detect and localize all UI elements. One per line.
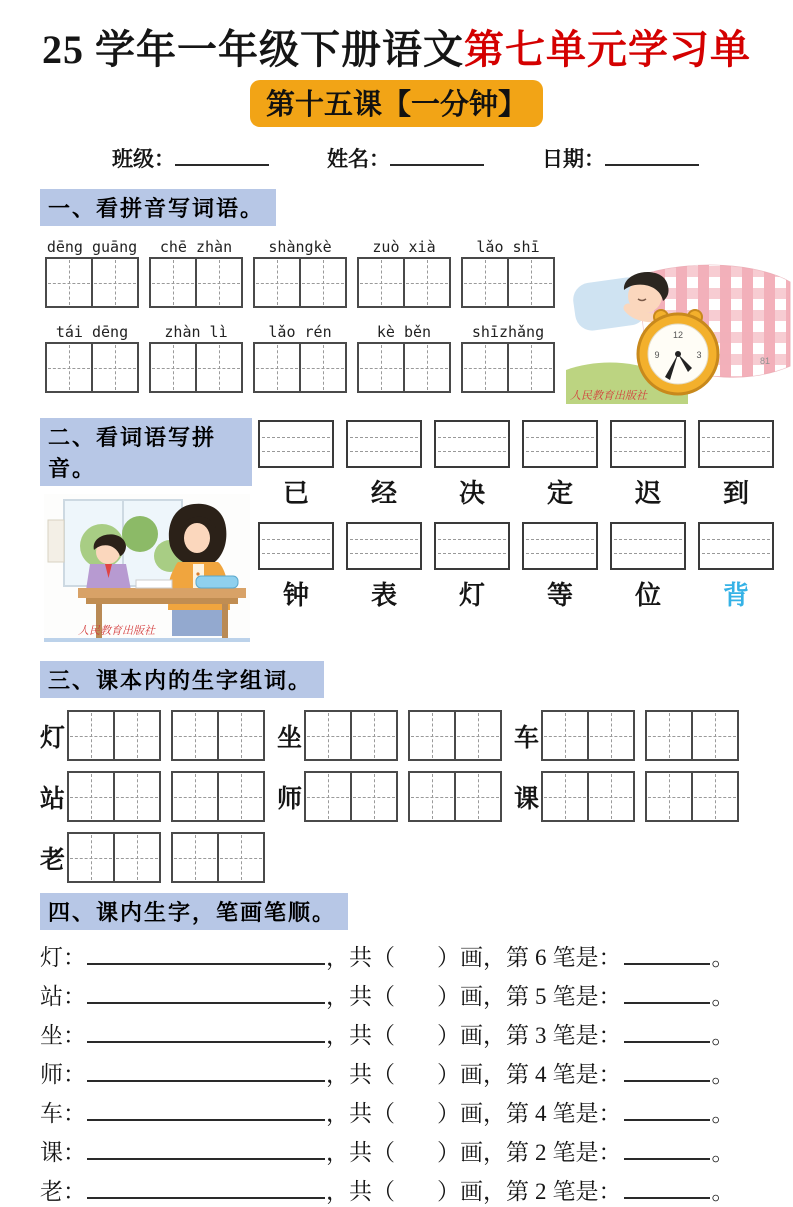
page-title xyxy=(0,28,793,72)
character-label: 已 xyxy=(282,479,309,508)
grid-cell xyxy=(403,259,449,306)
character-label-highlighted: 背 xyxy=(722,581,749,610)
frag-mid: ）画，第 xyxy=(437,1101,529,1127)
frag-comma: ，共（ xyxy=(326,1023,395,1049)
writing-grid xyxy=(408,710,502,761)
stroke-index: 4 xyxy=(535,1062,547,1088)
character-label: 迟 xyxy=(634,479,661,508)
word-building-group xyxy=(40,771,277,822)
colon: ： xyxy=(63,1101,86,1127)
date-label: 日期： xyxy=(542,147,605,171)
writing-grid xyxy=(645,771,739,822)
student-info-row xyxy=(112,143,793,173)
grid-cell xyxy=(691,712,737,759)
clock-number-3: 3 xyxy=(696,350,702,360)
character-label: 站 xyxy=(40,984,63,1010)
pinyin-write-box xyxy=(522,522,598,570)
teacher-face xyxy=(184,523,210,553)
frag-comma: ，共（ xyxy=(326,1101,395,1127)
word-unit xyxy=(516,522,604,612)
grid-cell xyxy=(113,834,159,881)
clock-number-9: 9 xyxy=(654,350,660,360)
pinyin-word-unit xyxy=(40,238,144,308)
writing-grid xyxy=(253,257,347,308)
pinyin-write-box xyxy=(610,522,686,570)
colon: ： xyxy=(63,1023,86,1049)
grid-cell xyxy=(507,344,553,391)
word-unit xyxy=(692,522,780,612)
grid-cell xyxy=(113,773,159,820)
grid-cell xyxy=(543,712,587,759)
clock-number-12: 12 xyxy=(672,330,684,340)
grid-cell xyxy=(306,773,350,820)
class-label: 班级： xyxy=(112,147,175,171)
pinyin-row-1 xyxy=(40,238,560,308)
writing-grid xyxy=(149,342,243,393)
stroke-answer-blank xyxy=(624,945,710,965)
desk-leg xyxy=(222,604,228,638)
grid-cell xyxy=(113,712,159,759)
pinyin-label: zhàn lì xyxy=(164,323,228,341)
grid-cell xyxy=(691,773,737,820)
pinyin-word-unit xyxy=(144,323,248,393)
grid-cell xyxy=(91,344,137,391)
grid-cell xyxy=(647,712,691,759)
tree-foliage xyxy=(122,516,158,552)
grid-cell xyxy=(151,259,195,306)
word-building-group xyxy=(277,710,514,761)
frag-comma: ，共（ xyxy=(326,984,395,1010)
colon: ： xyxy=(63,1062,86,1088)
writing-grid xyxy=(461,342,555,393)
grid-cell xyxy=(299,344,345,391)
pinyin-label: tái dēng xyxy=(55,323,129,341)
frag-post: 笔是： xyxy=(552,984,622,1010)
frag-mid: ）画，第 xyxy=(437,945,529,970)
stroke-index: 2 xyxy=(535,1179,547,1205)
pinyin-row-2 xyxy=(40,323,560,393)
frag-post: 笔是： xyxy=(552,1179,622,1205)
grid-cell xyxy=(587,712,633,759)
pinyin-label: shīzhǎng xyxy=(471,323,545,341)
grid-cell xyxy=(587,773,633,820)
pinyin-write-box xyxy=(698,420,774,468)
writing-grid xyxy=(541,771,635,822)
lesson-badge-row xyxy=(0,80,793,127)
lesson-badge: 第十五课【一分钟】 xyxy=(250,80,543,127)
class-field xyxy=(112,143,269,173)
word-building-group xyxy=(40,710,277,761)
frag-comma: ，共（ xyxy=(326,945,395,970)
character-label: 表 xyxy=(370,581,397,610)
date-blank xyxy=(605,148,699,166)
grid-cell xyxy=(463,259,507,306)
grid-cell xyxy=(350,712,396,759)
pencil-case xyxy=(196,576,238,588)
stroke-question-row xyxy=(40,1098,793,1129)
stroke-index: 3 xyxy=(535,1023,547,1049)
grid-cell xyxy=(403,344,449,391)
grid-cell xyxy=(195,259,241,306)
writing-grid xyxy=(645,710,739,761)
grid-cell xyxy=(69,712,113,759)
writing-grid xyxy=(253,342,347,393)
pinyin-label: zuò xià xyxy=(372,238,436,256)
colon: ： xyxy=(63,1179,86,1205)
writing-grid xyxy=(357,342,451,393)
character-label: 站 xyxy=(40,785,66,813)
stroke-question-row xyxy=(40,1059,793,1090)
desk-top xyxy=(78,588,246,598)
pinyin-word-unit xyxy=(352,323,456,393)
writing-grid xyxy=(67,832,161,883)
stroke-order-blank xyxy=(87,984,325,1004)
stroke-order-blank xyxy=(87,1023,325,1043)
stroke-index: 4 xyxy=(535,1101,547,1127)
word-unit xyxy=(252,522,340,612)
pinyin-label: shàngkè xyxy=(268,238,332,256)
word-building-group xyxy=(514,771,751,822)
writing-grid xyxy=(304,771,398,822)
worksheet-page xyxy=(0,27,793,1205)
section-2 xyxy=(0,412,793,647)
page-title-black: 25 学年一年级下册语文 xyxy=(42,27,464,72)
grid-cell xyxy=(454,712,500,759)
stroke-index: 5 xyxy=(535,984,547,1010)
frag-comma: ，共（ xyxy=(326,1140,395,1166)
grid-cell xyxy=(350,773,396,820)
frag-post: 笔是： xyxy=(552,945,622,970)
word-building-group xyxy=(514,710,751,761)
word-unit xyxy=(428,522,516,612)
writing-grid xyxy=(67,771,161,822)
grid-cell xyxy=(454,773,500,820)
word-unit xyxy=(340,420,428,510)
word-building-row xyxy=(40,710,752,761)
pinyin-word-unit xyxy=(456,323,560,393)
word-building-row xyxy=(40,832,752,883)
word-unit xyxy=(428,420,516,510)
writing-grid xyxy=(67,710,161,761)
writing-grid xyxy=(171,771,265,822)
frag-mid: ）画，第 xyxy=(437,984,529,1010)
stroke-order-blank xyxy=(87,1062,325,1082)
grid-cell xyxy=(69,834,113,881)
frag-end: 。 xyxy=(711,1179,735,1205)
teacher-skirt xyxy=(172,610,226,636)
character-label: 师 xyxy=(40,1062,63,1088)
grid-cell xyxy=(217,712,263,759)
pinyin-label: kè běn xyxy=(376,323,432,341)
paper xyxy=(136,580,172,588)
stroke-order-area xyxy=(40,942,793,1207)
colon: ： xyxy=(63,1140,86,1166)
character-label: 老 xyxy=(40,1179,63,1205)
word-building-group xyxy=(277,771,514,822)
word-unit xyxy=(692,420,780,510)
stroke-answer-blank xyxy=(624,1179,710,1199)
pinyin-write-box xyxy=(258,522,334,570)
grid-cell xyxy=(647,773,691,820)
word-unit xyxy=(252,420,340,510)
stroke-order-blank xyxy=(87,1179,325,1199)
grid-cell xyxy=(410,773,454,820)
pinyin-write-box xyxy=(346,420,422,468)
frag-mid: ）画，第 xyxy=(437,1062,529,1088)
character-label: 坐 xyxy=(40,1023,63,1049)
frag-end: 。 xyxy=(711,984,735,1010)
grid-cell xyxy=(173,834,217,881)
pinyin-word-unit xyxy=(456,238,560,308)
pinyin-word-area xyxy=(40,238,560,404)
pinyin-word-unit xyxy=(40,323,144,393)
grid-cell xyxy=(255,259,299,306)
sleeping-boy-clock-illustration xyxy=(566,244,792,404)
grid-cell xyxy=(463,344,507,391)
character-label: 课 xyxy=(40,1140,63,1166)
blanket-tag: 81 xyxy=(760,356,771,366)
grid-cell xyxy=(306,712,350,759)
floor-strip xyxy=(44,638,250,642)
character-label: 坐 xyxy=(277,724,303,752)
teacher-figure xyxy=(168,504,230,636)
stroke-question-row xyxy=(40,1137,793,1168)
section-1-heading: 一、看拼音写词语。 xyxy=(40,189,276,226)
character-label: 车 xyxy=(514,724,540,752)
name-label: 姓名： xyxy=(327,147,390,171)
grid-cell xyxy=(217,834,263,881)
writing-grid xyxy=(541,710,635,761)
colon: ： xyxy=(63,945,86,970)
pinyin-write-box xyxy=(258,420,334,468)
frag-comma: ，共（ xyxy=(326,1062,395,1088)
pinyin-write-box xyxy=(346,522,422,570)
word-row-2 xyxy=(252,522,780,612)
page-title-red: 第七单元学习单 xyxy=(464,27,751,72)
character-label: 老 xyxy=(40,846,66,874)
writing-grid xyxy=(461,257,555,308)
section-3 xyxy=(40,661,793,698)
publisher-watermark: 人民教育出版社 xyxy=(78,625,155,637)
pinyin-write-box xyxy=(698,522,774,570)
writing-grid xyxy=(304,710,398,761)
clock-center xyxy=(675,351,681,357)
frag-mid: ）画，第 xyxy=(437,1179,529,1205)
frag-mid: ）画，第 xyxy=(437,1023,529,1049)
grid-cell xyxy=(69,773,113,820)
grid-cell xyxy=(91,259,137,306)
frag-mid: ）画，第 xyxy=(437,1140,529,1166)
stroke-answer-blank xyxy=(624,1023,710,1043)
pinyin-word-unit xyxy=(248,323,352,393)
writing-grid xyxy=(149,257,243,308)
grid-cell xyxy=(173,712,217,759)
word-unit xyxy=(516,420,604,510)
section-1-content xyxy=(40,238,793,404)
grid-cell xyxy=(217,773,263,820)
grid-cell xyxy=(173,773,217,820)
stroke-index: 6 xyxy=(535,945,547,970)
writing-grid xyxy=(171,832,265,883)
writing-grid xyxy=(357,257,451,308)
word-to-pinyin-area xyxy=(252,412,780,647)
stroke-order-blank xyxy=(87,1140,325,1160)
grid-cell xyxy=(359,259,403,306)
date-field xyxy=(542,143,699,173)
button xyxy=(196,572,199,575)
stroke-order-blank xyxy=(87,1101,325,1121)
grid-cell xyxy=(151,344,195,391)
frag-post: 笔是： xyxy=(552,1062,622,1088)
frag-post: 笔是： xyxy=(552,1101,622,1127)
stroke-question-row xyxy=(40,1020,793,1051)
stroke-order-blank xyxy=(87,945,325,965)
frag-end: 。 xyxy=(711,1101,735,1127)
pinyin-word-unit xyxy=(248,238,352,308)
pinyin-write-box xyxy=(434,522,510,570)
section-2-heading: 二、看词语写拼音。 xyxy=(40,418,252,486)
word-unit xyxy=(604,522,692,612)
frag-post: 笔是： xyxy=(552,1140,622,1166)
stroke-question-row xyxy=(40,981,793,1012)
name-field xyxy=(327,143,484,173)
colon: ： xyxy=(63,984,86,1010)
word-unit xyxy=(340,522,428,612)
frag-end: 。 xyxy=(711,945,735,970)
name-blank xyxy=(390,148,484,166)
class-blank xyxy=(175,148,269,166)
grid-cell xyxy=(255,344,299,391)
character-label: 位 xyxy=(634,581,661,610)
frag-comma: ，共（ xyxy=(326,1179,395,1205)
writing-grid xyxy=(171,710,265,761)
section-4 xyxy=(40,893,793,930)
frag-end: 。 xyxy=(711,1062,735,1088)
character-label: 经 xyxy=(370,479,397,508)
pinyin-word-unit xyxy=(144,238,248,308)
grid-cell xyxy=(195,344,241,391)
word-row-1 xyxy=(252,420,780,510)
grid-cell xyxy=(47,344,91,391)
pinyin-write-box xyxy=(522,420,598,468)
section-2-heading-wrap xyxy=(40,418,252,486)
pinyin-label: lǎo rén xyxy=(268,323,332,341)
frag-end: 。 xyxy=(711,1140,735,1166)
character-label: 定 xyxy=(546,479,573,508)
stroke-answer-blank xyxy=(624,1140,710,1160)
desk-apron xyxy=(86,598,238,604)
word-unit xyxy=(604,420,692,510)
character-label: 车 xyxy=(40,1101,63,1127)
wall-poster xyxy=(48,520,64,562)
word-building-row xyxy=(40,771,752,822)
stroke-answer-blank xyxy=(624,984,710,1004)
word-building-group xyxy=(40,832,277,883)
writing-grid xyxy=(45,257,139,308)
pinyin-word-unit xyxy=(352,238,456,308)
stroke-answer-blank xyxy=(624,1062,710,1082)
grid-cell xyxy=(359,344,403,391)
frag-post: 笔是： xyxy=(552,1023,622,1049)
pinyin-label: lǎo shī xyxy=(476,238,540,256)
stroke-answer-blank xyxy=(624,1101,710,1121)
pinyin-label: chē zhàn xyxy=(159,238,233,256)
writing-grid xyxy=(45,342,139,393)
grid-cell xyxy=(47,259,91,306)
publisher-watermark: 人民教育出版社 xyxy=(570,390,647,402)
word-building-area xyxy=(40,710,752,883)
character-label: 灯 xyxy=(40,724,66,752)
stroke-question-row xyxy=(40,942,793,973)
section-3-heading: 三、课本内的生字组词。 xyxy=(40,661,324,698)
frag-end: 。 xyxy=(711,1023,735,1049)
grid-cell xyxy=(299,259,345,306)
character-label: 等 xyxy=(546,581,573,610)
character-label: 灯 xyxy=(458,581,485,610)
section-4-heading: 四、课内生字，笔画笔顺。 xyxy=(40,893,348,930)
character-label: 灯 xyxy=(40,945,63,970)
stroke-index: 2 xyxy=(535,1140,547,1166)
teacher-student-illustration xyxy=(44,494,250,642)
character-label: 到 xyxy=(722,479,749,508)
grid-cell xyxy=(410,712,454,759)
character-label: 师 xyxy=(277,785,303,813)
character-label: 决 xyxy=(458,479,485,508)
section-1 xyxy=(40,189,793,226)
character-label: 钟 xyxy=(282,581,309,610)
section-2-left xyxy=(0,412,252,647)
stroke-question-row xyxy=(40,1176,793,1207)
pinyin-write-box xyxy=(434,420,510,468)
pinyin-write-box xyxy=(610,420,686,468)
grid-cell xyxy=(543,773,587,820)
pinyin-label: dēng guāng xyxy=(46,238,138,256)
grid-cell xyxy=(507,259,553,306)
character-label: 课 xyxy=(514,785,540,813)
writing-grid xyxy=(408,771,502,822)
